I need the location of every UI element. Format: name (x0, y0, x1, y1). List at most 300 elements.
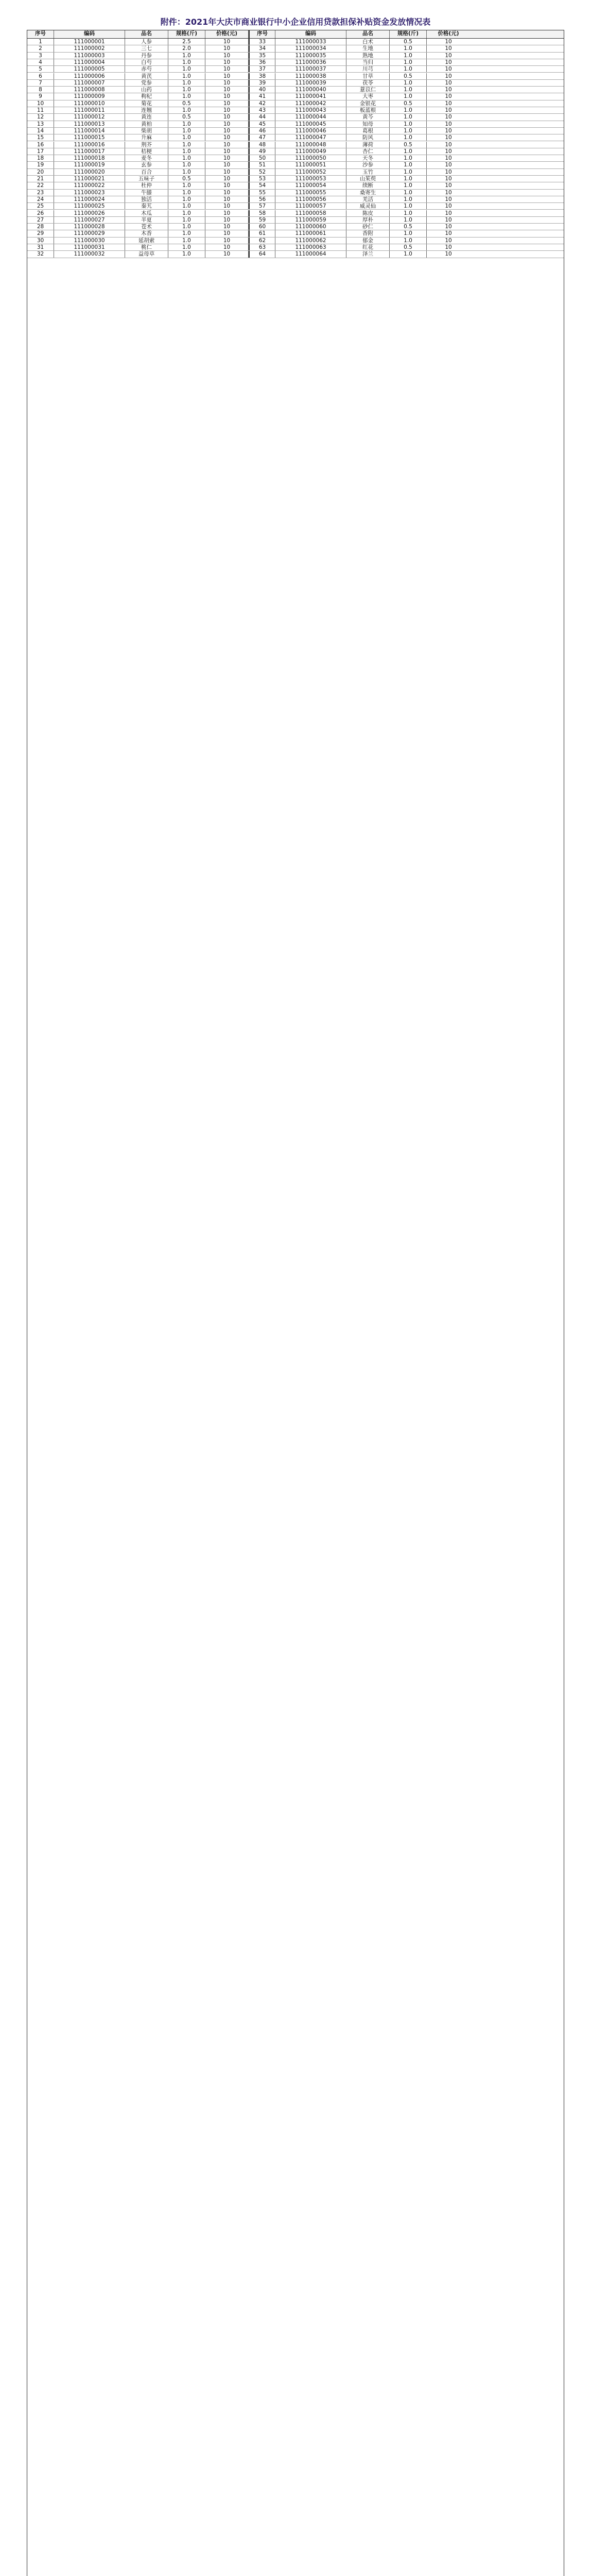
table-cell: 39 (249, 80, 275, 86)
header-cell: 序号 (249, 30, 275, 38)
table-cell: 111000044 (275, 114, 346, 120)
table-cell: 111000029 (54, 230, 125, 236)
header-cell: 价格(元) (205, 30, 249, 38)
table-cell: 1.0 (168, 128, 205, 134)
table-cell: 111000063 (275, 244, 346, 250)
table-cell: 111000064 (275, 251, 346, 257)
table-cell: 32 (27, 251, 54, 257)
table-cell: 5 (27, 66, 54, 72)
table-cell: 10 (445, 73, 452, 79)
table-cell: 山茱萸 (346, 176, 390, 182)
table-cell: 49 (249, 148, 275, 155)
table-cell: 30 (27, 238, 54, 244)
table-cell: 111000014 (54, 128, 125, 134)
table-cell: 10 (205, 53, 249, 59)
table-cell: 苍术 (125, 224, 168, 230)
table-cell: 111000003 (54, 53, 125, 59)
table-cell: 111000047 (275, 134, 346, 141)
header-cell: 品名 (125, 30, 168, 38)
table-cell: 9 (27, 93, 54, 99)
table-cell: 白芍 (125, 59, 168, 65)
table-cell: 0.5 (390, 100, 427, 107)
table-cell: 杏仁 (346, 148, 390, 155)
table-cell: 10 (445, 52, 452, 59)
table-cell: 111000010 (54, 100, 125, 107)
table-cell: 桑寄生 (346, 190, 390, 196)
table-cell: 1 (27, 39, 54, 45)
table-cell: 56 (249, 196, 275, 202)
table-cell: 10 (205, 182, 249, 189)
table-cell: 10 (205, 244, 249, 250)
table-cell: 111000045 (275, 121, 346, 127)
table-cell: 111000004 (54, 59, 125, 65)
table-cell: 111000060 (275, 224, 346, 230)
table-cell: 10 (445, 230, 452, 237)
table-cell: 山药 (125, 87, 168, 93)
table-cell: 10 (445, 127, 452, 134)
table-cell: 12 (27, 114, 54, 120)
table-cell: 1.0 (168, 238, 205, 244)
table-cell: 111000026 (54, 210, 125, 216)
table-cell: 111000001 (54, 39, 125, 45)
table-cell: 14 (27, 128, 54, 134)
table-row (27, 224, 564, 230)
table-cell: 111000055 (275, 190, 346, 196)
table-cell: 10 (205, 196, 249, 202)
table-row (27, 196, 564, 203)
table-row (27, 169, 564, 176)
table-cell: 10 (205, 190, 249, 196)
table-cell: 延胡索 (125, 238, 168, 244)
table-cell: 1.0 (390, 251, 427, 257)
table-cell: 玄参 (125, 162, 168, 168)
table-cell: 泽兰 (346, 251, 390, 257)
table-cell: 五味子 (125, 176, 168, 182)
table-cell: 1.0 (168, 142, 205, 148)
table-cell: 郁金 (346, 238, 390, 244)
table-cell: 1.0 (390, 210, 427, 216)
table-cell: 防风 (346, 134, 390, 141)
table-cell: 10 (445, 251, 452, 258)
table-cell: 27 (27, 217, 54, 223)
table-cell: 丹参 (125, 53, 168, 59)
table-cell: 13 (27, 121, 54, 127)
table-cell: 10 (205, 87, 249, 93)
table-cell: 10 (445, 100, 452, 107)
table-cell: 秦艽 (125, 203, 168, 209)
table-cell: 葛根 (346, 128, 390, 134)
table-cell: 黄柏 (125, 121, 168, 127)
table-row (27, 182, 564, 189)
table-cell: 6 (27, 73, 54, 79)
table-cell: 益母草 (125, 251, 168, 257)
table-cell: 10 (205, 128, 249, 134)
table-cell: 续断 (346, 182, 390, 189)
table-cell: 63 (249, 244, 275, 250)
table-cell: 111000042 (275, 100, 346, 107)
table-cell: 10 (445, 107, 452, 113)
table-row (27, 217, 564, 224)
table-cell: 1.0 (390, 162, 427, 168)
table-cell: 10 (205, 162, 249, 168)
table-cell: 18 (27, 155, 54, 161)
table-cell: 10 (445, 224, 452, 230)
table-cell: 0.5 (390, 224, 427, 230)
table-cell: 111000043 (275, 107, 346, 113)
table-row (27, 59, 564, 66)
table-cell: 1.0 (390, 155, 427, 161)
table-cell: 21 (27, 176, 54, 182)
table-cell: 111000022 (54, 182, 125, 189)
table-cell: 111000038 (275, 73, 346, 79)
table-cell: 26 (27, 210, 54, 216)
table-cell: 48 (249, 142, 275, 148)
table-cell: 1.0 (390, 134, 427, 141)
table-cell: 111000007 (54, 80, 125, 86)
table-cell: 10 (445, 244, 452, 250)
table-cell: 60 (249, 224, 275, 230)
table-cell: 55 (249, 190, 275, 196)
table-cell: 白术 (346, 39, 390, 45)
table-cell: 54 (249, 182, 275, 189)
table-cell: 111000025 (54, 203, 125, 209)
table-cell: 25 (27, 203, 54, 209)
table-cell: 金银花 (346, 100, 390, 107)
table-cell: 111000061 (275, 230, 346, 236)
table-cell: 10 (445, 134, 452, 141)
table-cell: 1.0 (390, 87, 427, 93)
table-cell: 111000035 (275, 53, 346, 59)
table-cell: 0.5 (168, 100, 205, 107)
table-row (27, 148, 564, 155)
table-cell: 10 (445, 141, 452, 148)
table-cell: 10 (445, 182, 452, 189)
table-row (27, 107, 564, 114)
table-cell: 11 (27, 107, 54, 113)
table-cell: 111000032 (54, 251, 125, 257)
table-cell: 111000005 (54, 66, 125, 72)
table-cell: 10 (445, 59, 452, 65)
table-cell: 10 (205, 66, 249, 72)
table-row (27, 142, 564, 148)
table-cell: 10 (205, 251, 249, 257)
table-cell: 111000034 (275, 45, 346, 52)
table-cell: 41 (249, 93, 275, 99)
table-cell: 生地 (346, 45, 390, 52)
table-row (27, 87, 564, 93)
header-cell: 编码 (275, 30, 346, 38)
table-cell: 37 (249, 66, 275, 72)
table-cell: 黄连 (125, 114, 168, 120)
table-cell: 1.0 (168, 203, 205, 209)
table-cell: 8 (27, 87, 54, 93)
table-cell: 1.0 (390, 121, 427, 127)
table-cell: 三七 (125, 45, 168, 52)
table-cell: 111000051 (275, 162, 346, 168)
table-cell: 1.0 (168, 217, 205, 223)
table-cell: 111000053 (275, 176, 346, 182)
table-cell: 10 (445, 168, 452, 175)
table-cell: 桔梗 (125, 148, 168, 155)
table-cell: 44 (249, 114, 275, 120)
table-cell: 34 (249, 45, 275, 52)
table-cell: 甘草 (346, 73, 390, 79)
table-cell: 40 (249, 87, 275, 93)
header-cell: 价格(元) (438, 30, 459, 37)
table-cell: 黄芩 (346, 114, 390, 120)
table-cell: 薏苡仁 (346, 87, 390, 93)
table-cell: 10 (205, 230, 249, 236)
table-row (27, 176, 564, 182)
table-cell: 百合 (125, 169, 168, 175)
table-cell: 111000052 (275, 169, 346, 175)
table-cell: 111000031 (54, 244, 125, 250)
table-cell: 2.0 (168, 45, 205, 52)
table-cell: 22 (27, 182, 54, 189)
header-cell: 规格(斤) (168, 30, 205, 38)
table-cell: 10 (445, 39, 452, 45)
table-cell: 麦冬 (125, 155, 168, 161)
table-cell: 111000057 (275, 203, 346, 209)
table-cell: 0.5 (168, 114, 205, 120)
table-cell: 28 (27, 224, 54, 230)
table-cell: 1.0 (390, 80, 427, 86)
table-cell: 111000056 (275, 196, 346, 202)
table-cell: 10 (445, 196, 452, 202)
table-row (27, 66, 564, 73)
table-cell: 木香 (125, 230, 168, 236)
table-row (27, 121, 564, 128)
table-cell: 人参 (125, 39, 168, 45)
table-cell: 陈皮 (346, 210, 390, 216)
table-cell: 10 (445, 237, 452, 244)
table-cell: 1.0 (390, 148, 427, 155)
table-cell: 羌活 (346, 196, 390, 202)
table-cell: 10 (205, 142, 249, 148)
table-cell: 15 (27, 134, 54, 141)
table-cell: 1.0 (168, 134, 205, 141)
table-cell: 当归 (346, 59, 390, 65)
table-cell: 33 (249, 39, 275, 45)
table-row (27, 73, 564, 80)
table-row (27, 162, 564, 168)
table-cell: 10 (205, 59, 249, 65)
table-cell: 111000012 (54, 114, 125, 120)
table-row (27, 39, 564, 45)
table-cell: 1.0 (168, 59, 205, 65)
table-row (27, 134, 564, 141)
table-cell: 香附 (346, 230, 390, 236)
table-cell: 1.0 (390, 217, 427, 223)
table-cell: 50 (249, 155, 275, 161)
table-cell: 1.0 (168, 66, 205, 72)
table-cell: 10 (445, 155, 452, 162)
table-cell: 1.0 (390, 128, 427, 134)
table-cell: 111000054 (275, 182, 346, 189)
table-cell: 1.0 (390, 182, 427, 189)
table-cell: 46 (249, 128, 275, 134)
table-cell: 1.0 (168, 224, 205, 230)
table-cell: 10 (445, 210, 452, 216)
table-cell: 1.0 (390, 107, 427, 113)
table-cell: 10 (27, 100, 54, 107)
table-cell: 厚朴 (346, 217, 390, 223)
table-cell: 沙参 (346, 162, 390, 168)
header-cell: 编码 (54, 30, 125, 38)
table-cell: 10 (445, 93, 452, 100)
table-cell: 111000017 (54, 148, 125, 155)
table-cell: 1.0 (390, 45, 427, 52)
table-cell: 0.5 (390, 244, 427, 250)
table-cell: 111000002 (54, 45, 125, 52)
table-cell: 10 (445, 45, 452, 52)
table-cell: 独活 (125, 196, 168, 202)
table-cell: 10 (205, 45, 249, 52)
table-cell: 10 (445, 66, 452, 73)
table-cell: 58 (249, 210, 275, 216)
table-cell: 牛膝 (125, 190, 168, 196)
table-cell: 1.0 (168, 182, 205, 189)
table-cell: 111000023 (54, 190, 125, 196)
document-title: 附件：2021年大庆市商业银行中小企业信用贷款担保补贴资金发放情况表 (160, 17, 431, 27)
table-cell: 111000059 (275, 217, 346, 223)
table-cell: 111000028 (54, 224, 125, 230)
table-row (27, 155, 564, 162)
table-cell: 1.0 (168, 230, 205, 236)
table-row (27, 244, 564, 251)
table-cell: 7 (27, 80, 54, 86)
table-cell: 1.0 (390, 59, 427, 65)
table-cell: 20 (27, 169, 54, 175)
table-row (27, 45, 564, 52)
table-cell: 10 (445, 162, 452, 168)
table-cell: 111000016 (54, 142, 125, 148)
table-cell: 1.0 (168, 148, 205, 155)
table-cell: 51 (249, 162, 275, 168)
table-cell: 45 (249, 121, 275, 127)
table-cell: 111000008 (54, 87, 125, 93)
table-cell: 111000027 (54, 217, 125, 223)
table-cell: 1.0 (168, 155, 205, 161)
table-cell: 红花 (346, 244, 390, 250)
table-cell: 10 (445, 203, 452, 210)
table-cell: 64 (249, 251, 275, 257)
table-cell: 1.0 (168, 73, 205, 79)
table-cell: 111000009 (54, 93, 125, 99)
table-cell: 10 (205, 238, 249, 244)
table-cell: 24 (27, 196, 54, 202)
table-cell: 1.0 (168, 121, 205, 127)
table-cell: 10 (205, 224, 249, 230)
table-cell: 111000024 (54, 196, 125, 202)
table-row (27, 203, 564, 210)
table-cell: 59 (249, 217, 275, 223)
table-row (27, 80, 564, 87)
table-cell: 10 (205, 176, 249, 182)
table-cell: 1.0 (168, 210, 205, 216)
table-row (27, 93, 564, 100)
table-cell: 10 (445, 216, 452, 223)
header-cell: 序号 (27, 30, 54, 38)
table-cell: 连翘 (125, 107, 168, 113)
table-cell: 10 (445, 176, 452, 182)
table-cell: 荆芥 (125, 142, 168, 148)
table-cell: 111000006 (54, 73, 125, 79)
table-cell: 43 (249, 107, 275, 113)
table-cell: 1.0 (390, 53, 427, 59)
table-cell: 23 (27, 190, 54, 196)
table-cell: 1.0 (390, 176, 427, 182)
header-cell: 品名 (346, 30, 390, 38)
table-cell: 1.0 (390, 190, 427, 196)
table-cell: 1.0 (390, 196, 427, 202)
table-cell: 10 (205, 169, 249, 175)
table-row (27, 190, 564, 196)
table-cell: 10 (205, 107, 249, 113)
table-cell: 10 (205, 134, 249, 141)
table-cell: 1.0 (390, 230, 427, 236)
table-cell: 10 (205, 80, 249, 86)
table-cell: 57 (249, 203, 275, 209)
table-cell: 111000036 (275, 59, 346, 65)
table-cell: 1.0 (390, 238, 427, 244)
table-cell: 1.0 (168, 190, 205, 196)
table-cell: 111000015 (54, 134, 125, 141)
table-cell: 0.5 (390, 39, 427, 45)
table-cell: 2 (27, 45, 54, 52)
table-cell: 天冬 (346, 155, 390, 161)
table-cell: 111000058 (275, 210, 346, 216)
header-cell: 规格(斤) (390, 30, 427, 38)
table-cell: 1.0 (168, 53, 205, 59)
table-cell: 10 (205, 39, 249, 45)
table-row (27, 238, 564, 244)
table-cell: 0.5 (168, 176, 205, 182)
table-cell: 36 (249, 59, 275, 65)
table-cell: 升麻 (125, 134, 168, 141)
table-cell: 61 (249, 230, 275, 236)
table-cell: 黄芪 (125, 73, 168, 79)
table-cell: 42 (249, 100, 275, 107)
table-header (27, 30, 564, 39)
table-cell: 17 (27, 148, 54, 155)
table-row (27, 114, 564, 121)
table-cell: 1.0 (168, 87, 205, 93)
table-cell: 赤芍 (125, 66, 168, 72)
table-cell: 0.5 (390, 142, 427, 148)
table-cell: 111000046 (275, 128, 346, 134)
table-cell: 柴胡 (125, 128, 168, 134)
table-cell: 大枣 (346, 93, 390, 99)
table-cell: 2.5 (168, 39, 205, 45)
table-cell: 川芎 (346, 66, 390, 72)
table-row (27, 53, 564, 59)
table-cell: 111000050 (275, 155, 346, 161)
table-cell: 111000011 (54, 107, 125, 113)
table-cell: 31 (27, 244, 54, 250)
table-cell: 29 (27, 230, 54, 236)
table-cell: 62 (249, 238, 275, 244)
table-cell: 1.0 (168, 107, 205, 113)
table-row (27, 210, 564, 217)
table-cell: 111000021 (54, 176, 125, 182)
table-cell: 1.0 (390, 169, 427, 175)
table-cell: 枸杞 (125, 93, 168, 99)
table-cell: 1.0 (168, 251, 205, 257)
table-cell: 111000033 (275, 39, 346, 45)
table-cell: 半夏 (125, 217, 168, 223)
table-cell: 10 (445, 189, 452, 196)
